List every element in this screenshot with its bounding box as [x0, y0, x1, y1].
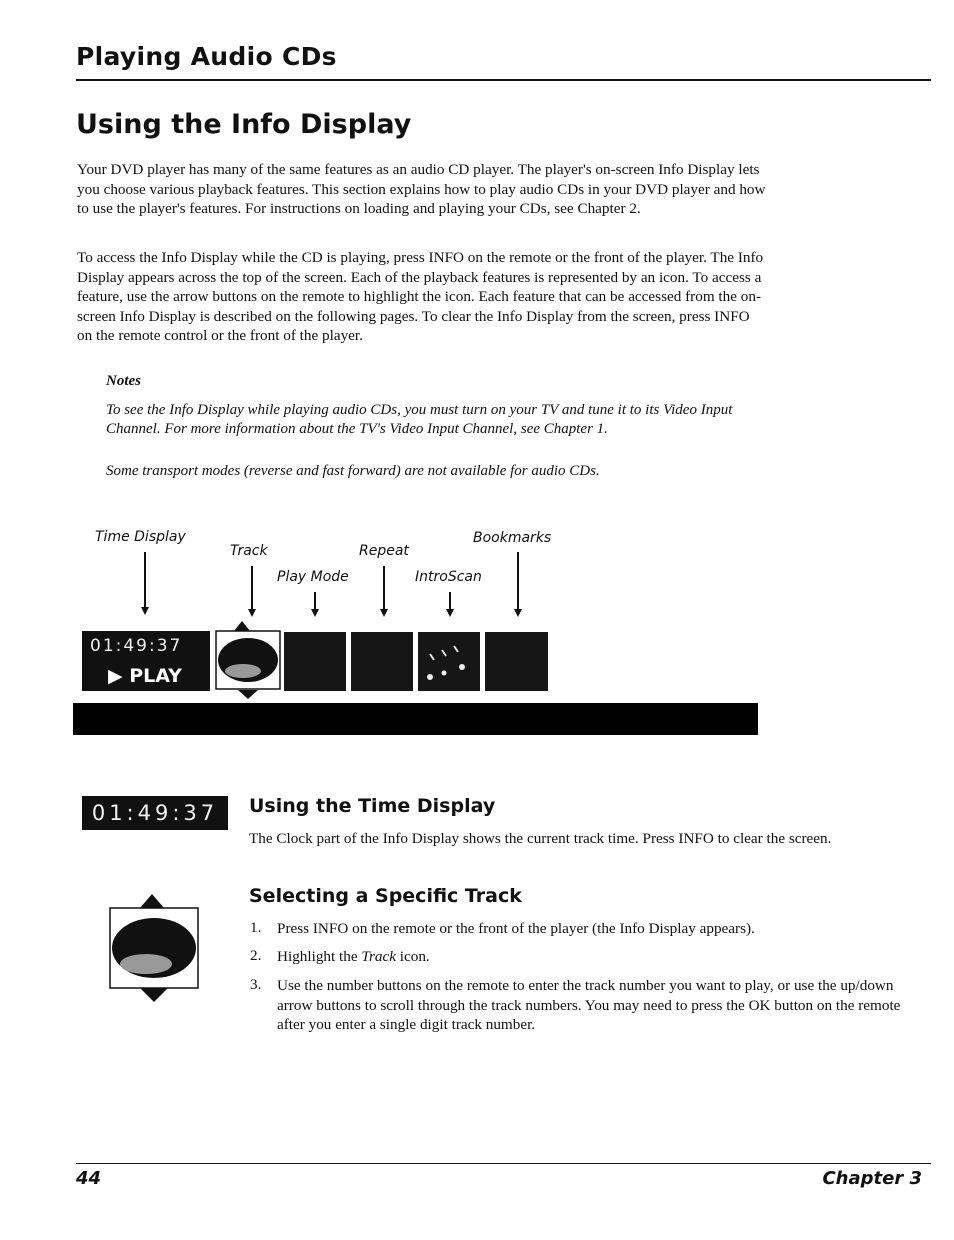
- arrow-bookmarks: [517, 552, 519, 610]
- track-icon: [213, 619, 285, 701]
- note-2: Some transport modes (reverse and fast forward) are not available for audio CDs.: [106, 463, 600, 479]
- label-bookmarks: Bookmarks: [473, 530, 552, 546]
- header-rule: [76, 79, 931, 81]
- introscan-graphic: [418, 632, 480, 691]
- notes-title: Notes: [106, 373, 141, 389]
- label-play-mode: Play Mode: [277, 569, 349, 585]
- intro-paragraph-1: Your DVD player has many of the same features as an audio CD player. The player's on-screen Info Display lets you choose various playback features. This section explains how to play audio CDs in your DVD player and how to use the player's features. For instructions on loading and playing your CDs, see Chapter 2.: [77, 161, 766, 217]
- label-repeat: Repeat: [359, 543, 409, 559]
- introscan-icon: [418, 632, 480, 691]
- time-display-body: The Clock part of the Info Display shows the current track time. Press INFO to clear the screen.: [249, 830, 832, 847]
- note-1: To see the Info Display while playing audio CDs, you must turn on your TV and tune it to its Video Input Channel. For more information about the TV's Video Input Channel, see Chapter 1.: [106, 402, 733, 437]
- label-track: Track: [230, 543, 268, 559]
- info-display-bar: [73, 703, 758, 735]
- arrow-repeat: [383, 566, 385, 610]
- label-time-display: Time Display: [95, 529, 186, 545]
- label-introscan: IntroScan: [415, 569, 482, 585]
- step-3-number: 3.: [250, 976, 262, 993]
- step-3-text: Use the number buttons on the remote to enter the track number you want to play, or use the up/down arrow buttons to scroll through the track numbers. You may need to press the OK button on the remote after you enter a single digit track number.: [277, 977, 901, 1033]
- play-mode-icon: [284, 632, 346, 691]
- play-status: ▶ PLAY: [108, 665, 182, 687]
- info-display-clock: [82, 631, 210, 691]
- time-display-badge: 01:49:37: [82, 796, 228, 830]
- step-2-text: Highlight the Track icon.: [277, 948, 430, 965]
- section-title: Playing Audio CDs: [76, 42, 337, 71]
- arrow-play-mode: [314, 592, 316, 610]
- time-display-heading: Using the Time Display: [249, 795, 496, 817]
- step-2-number: 2.: [250, 947, 262, 964]
- clock-time: 01:49:37: [90, 636, 183, 656]
- page-title: Using the Info Display: [76, 109, 412, 140]
- intro-paragraph-2: To access the Info Display while the CD is playing, press INFO on the remote or the front of the player. The Info Display appears across the top of the screen. Each of the playback features is represented by an icon. To access a feature, use the arrow buttons on the remote to highlight the icon. Each feature that can be accessed from the on-screen Info Display is described on the following pages. To clear the Info Display from the screen, press INFO on the remote control or the front of the player.: [77, 249, 764, 344]
- track-icon-large: [106, 892, 202, 1004]
- step-1-number: 1.: [250, 919, 262, 936]
- page-number: 44: [76, 1168, 102, 1189]
- chapter-label: Chapter 3: [822, 1168, 922, 1189]
- arrow-time-display: [144, 552, 146, 608]
- track-heading: Selecting a Specific Track: [249, 885, 522, 907]
- step-1-text: Press INFO on the remote or the front of the player (the Info Display appears).: [277, 920, 755, 937]
- footer-rule: [76, 1163, 931, 1164]
- arrow-introscan: [449, 592, 451, 610]
- play-icon: ▶: [108, 665, 123, 687]
- arrow-track: [251, 566, 253, 610]
- repeat-icon: [351, 632, 413, 691]
- bookmarks-icon: [485, 632, 548, 691]
